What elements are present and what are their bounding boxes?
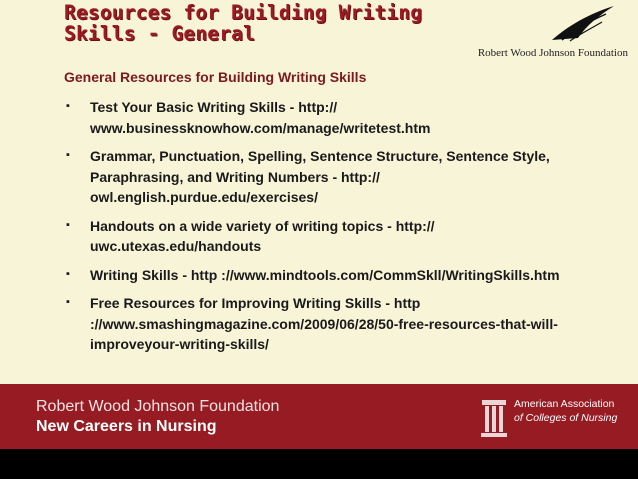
section-heading: General Resources for Building Writing Skills bbox=[64, 69, 367, 85]
list-item bbox=[66, 146, 586, 208]
list-item-text[interactable]: Writing Skills - http ://www.mindtools.com/CommSkll/WritingSkills.htm bbox=[90, 266, 560, 283]
footer-org-name: Robert Wood Johnson Foundation bbox=[36, 398, 280, 415]
bullet-icon: ▪ bbox=[66, 149, 70, 161]
list-item-text[interactable]: Handouts on a wide variety of writing topics - http:// uwc.utexas.edu/handouts bbox=[90, 217, 435, 254]
slide-title-line-2: Skills - General bbox=[64, 22, 256, 45]
list-item-text[interactable]: Free Resources for Improving Writing Skills - http ://www.smashingmagazine.com/2009/06/28/50-free-resources-that-will-improveyour-writing-skills/ bbox=[90, 295, 558, 352]
footer-program-name: New Careers in Nursing bbox=[36, 418, 217, 435]
list-item bbox=[66, 293, 586, 355]
list-item-text[interactable]: Test Your Basic Writing Skills - http:// www.businessknowhow.com/manage/writetest.htm bbox=[90, 99, 431, 136]
list-item bbox=[66, 216, 586, 257]
rwjf-logo bbox=[468, 4, 628, 64]
bullet-icon: ▪ bbox=[66, 100, 70, 112]
slide-title-line-1: Resources for Building Writing bbox=[64, 1, 423, 24]
bullet-icon: ▪ bbox=[66, 296, 70, 308]
aacn-name-line-2: of Colleges of Nursing bbox=[514, 412, 618, 424]
aacn-logo bbox=[480, 396, 620, 446]
bullet-icon: ▪ bbox=[66, 218, 70, 231]
rwjf-logo-text: Robert Wood Johnson Foundation bbox=[477, 47, 628, 59]
list-item bbox=[66, 97, 586, 138]
bullet-icon: ▪ bbox=[66, 267, 70, 280]
list-item bbox=[66, 265, 586, 286]
aacn-name-line-1: American Association bbox=[514, 398, 615, 410]
bird-icon bbox=[548, 4, 618, 42]
list-item-text[interactable]: Grammar, Punctuation, Spelling, Sentence Structure, Sentence Style, Paraphrasing, and Writing Numbers - http:// owl.english.purdue.edu/exercises/ bbox=[90, 148, 550, 205]
column-emblem-icon bbox=[480, 398, 508, 438]
resource-list bbox=[66, 97, 586, 363]
slide-title bbox=[64, 2, 424, 44]
